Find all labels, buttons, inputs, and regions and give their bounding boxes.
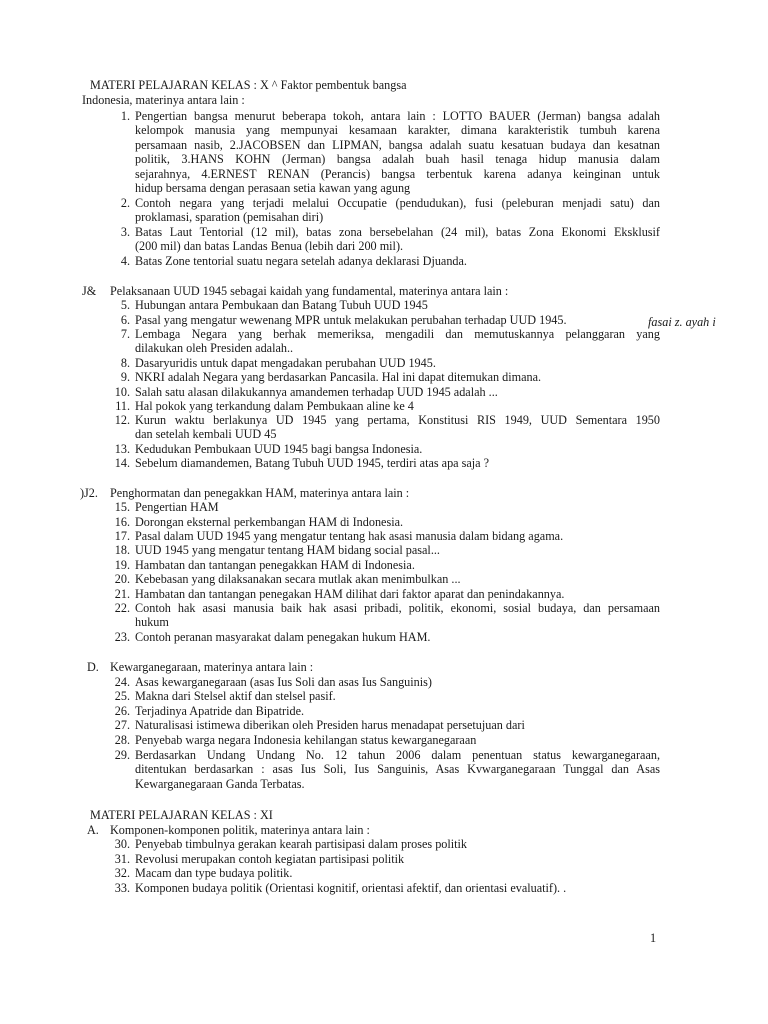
list-item-line: Komponen budaya politik (Orientasi kognitif, orientasi afektif, dan orientasi evaluatif). . xyxy=(135,881,567,895)
list-item-text xyxy=(135,385,660,399)
list-item-number: 24. xyxy=(114,675,130,689)
list-item-number: 8. xyxy=(120,356,130,370)
section-c-label: )J2. xyxy=(80,486,98,500)
heading-class-x: MATERI PELAJARAN KELAS : X ^ Faktor pembentuk bangsa xyxy=(90,78,407,92)
list-item-line: Dorongan eksternal perkembangan HAM di Indonesia. xyxy=(135,515,404,529)
list-item-text xyxy=(135,313,618,327)
list-item-line: ditentukan berdasarkan : asas Ius Soli, Ius Sanguinis, Asas Kvwarganegaraan Tunggal dan Asas xyxy=(135,762,660,777)
list-item-number: 29. xyxy=(114,748,130,762)
list-item-line: Kebebasan yang dilaksanakan secara mutlak akan menimbulkan ... xyxy=(135,572,461,586)
list-item-number: 17. xyxy=(114,529,130,543)
section-b-title: Pelaksanaan UUD 1945 sebagai kaidah yang fundamental, materinya antara lain : xyxy=(110,284,509,298)
list-item-text xyxy=(135,413,660,442)
list-item-text xyxy=(135,572,660,586)
list-item-line: Batas Laut Tentorial (12 mil), batas zona bersebelahan (24 mil), batas Zona Ekonomi Eksklusif xyxy=(135,225,660,239)
list-item-line: Macam dan type budaya politik. xyxy=(135,866,293,880)
list-item-number: 19. xyxy=(114,558,130,572)
list-item-text xyxy=(135,225,660,254)
list-item-line: politik, 3.HANS KOHN (Jerman) bangsa adalah buah hasil tenaga hidup manusia dalam xyxy=(135,152,660,167)
list-item-line: Penyebab warga negara Indonesia kehilangan status kewarganegaraan xyxy=(135,733,477,747)
list-item-line: Revolusi merupakan contoh kegiatan partisipasi politik xyxy=(135,852,405,866)
list-item-line: Batas Zone tentorial suatu negara setelah adanya deklarasi Djuanda. xyxy=(135,254,467,268)
list-item-number: 11. xyxy=(115,399,130,413)
list-item-number: 18. xyxy=(114,543,130,557)
list-item-text xyxy=(135,587,660,601)
list-item-text xyxy=(135,748,660,791)
list-item-text xyxy=(135,837,660,851)
list-item-number: 10. xyxy=(114,385,130,399)
list-item-number: 27. xyxy=(114,718,130,732)
list-item-text xyxy=(135,704,660,718)
list-item-line: hidup bersama dengan perasaan setia kawan yang agung xyxy=(135,181,411,196)
section-b-label: J& xyxy=(82,284,97,298)
list-item-text xyxy=(135,601,660,630)
list-item-text xyxy=(135,356,660,370)
list-item-number: 4. xyxy=(120,254,130,268)
list-item-line: Pengertian HAM xyxy=(135,500,219,514)
list-item-number: 21. xyxy=(114,587,130,601)
list-item-text xyxy=(135,456,660,470)
list-item-line: Berdasarkan Undang Undang No. 12 tahun 2006 dalam penentuan status kewarganegaraan, xyxy=(135,748,660,762)
list-item-number: 1. xyxy=(120,109,130,123)
list-item-line: dan setelah kembali UUD 45 xyxy=(135,427,277,442)
list-item-text xyxy=(135,370,660,384)
list-item-line: Pasal yang mengatur wewenang MPR untuk melakukan perubahan terhadap UUD 1945. xyxy=(135,313,567,327)
list-item-text xyxy=(135,733,660,747)
section-d-title: Kewarganegaraan, materinya antara lain : xyxy=(110,660,314,674)
list-item-line: Kedudukan Pembukaan UUD 1945 bagi bangsa Indonesia. xyxy=(135,442,423,456)
list-item-number: 16. xyxy=(114,515,130,529)
list-item-number: 33. xyxy=(114,881,130,895)
list-item-text xyxy=(135,866,660,880)
list-item-line: Kurun waktu berlakunya UD 1945 yang pertama, Konstitusi RIS 1949, UUD Sementara 1950 xyxy=(135,413,660,427)
list-item-number: 2. xyxy=(120,196,130,210)
list-item-number: 12. xyxy=(114,413,130,427)
list-item-number: 25. xyxy=(114,689,130,703)
list-item-number: 13. xyxy=(114,442,130,456)
list-item-text xyxy=(135,529,660,543)
list-item-text xyxy=(135,254,660,268)
list-item-number: 20. xyxy=(114,572,130,586)
list-item-number: 9. xyxy=(120,370,130,384)
heading-class-x-continued: Indonesia, materinya antara lain : xyxy=(82,93,245,107)
list-item-line: Contoh negara yang terjadi melalui Occupatie (pendudukan), fusi (peleburan menjadi satu) dan xyxy=(135,196,660,210)
list-item-line: Penyebab timbulnya gerakan kearah partisipasi dalam proses politik xyxy=(135,837,468,851)
list-item-number: 31. xyxy=(114,852,130,866)
section-e-label: A. xyxy=(87,823,99,837)
list-item-line: Pasal dalam UUD 1945 yang mengatur tentang hak asasi manusia dalam bidang agama. xyxy=(135,529,564,543)
list-item-number: 28. xyxy=(114,733,130,747)
list-item-text xyxy=(135,718,660,732)
list-item-text xyxy=(135,298,660,312)
list-item-line: Contoh peranan masyarakat dalam penegakan hukum HAM. xyxy=(135,630,431,644)
list-item-text xyxy=(135,327,660,356)
section-e-title: Komponen-komponen politik, materinya antara lain : xyxy=(110,823,370,837)
list-item-number: 7. xyxy=(120,327,130,341)
list-item-number: 22. xyxy=(114,601,130,615)
list-item-text xyxy=(135,543,660,557)
list-item-line: Makna dari Stelsel aktif dan stelsel pasif. xyxy=(135,689,336,703)
list-item-line: Dasaryuridis untuk dapat mengadakan perubahan UUD 1945. xyxy=(135,356,436,370)
list-item-number: 15. xyxy=(114,500,130,514)
list-item-line: Salah satu alasan dilakukannya amandemen terhadap UUD 1945 adalah ... xyxy=(135,385,498,399)
list-item-text xyxy=(135,881,660,895)
list-item-number: 30. xyxy=(114,837,130,851)
list-item-text xyxy=(135,558,660,572)
list-item-text xyxy=(135,515,660,529)
list-item-line: Lembaga Negara yang berhak memeriksa, mengadili dan memutuskannya pelanggaran yang xyxy=(135,327,660,341)
heading-class-xi: MATERI PELAJARAN KELAS : XI xyxy=(90,808,273,822)
list-item-line: Pengertian bangsa menurut beberapa tokoh, antara lain : LOTTO BAUER (Jerman) bangsa adalah xyxy=(135,109,660,123)
handwritten-annotation: fasai z. ayah i xyxy=(648,315,716,329)
list-item-line: persamaan nasib, 2.JACOBSEN dan LIPMAN, bangsa adalah suatu kesatuan budaya dan kesatnan xyxy=(135,137,660,152)
list-item-line: Kewarganegaraan Ganda Terbatas. xyxy=(135,776,305,791)
list-item-line: Terjadinya Apatride dan Bipatride. xyxy=(135,704,305,718)
list-item-number: 32. xyxy=(114,866,130,880)
list-item-line: Hubungan antara Pembukaan dan Batang Tubuh UUD 1945 xyxy=(135,298,428,312)
list-item-number: 14. xyxy=(114,456,130,470)
list-item-number: 5. xyxy=(120,298,130,312)
list-item-line: kelompok manusia yang mempunyai kesamaan karakter, dimana karakteristik tumbuh karena xyxy=(135,123,660,138)
list-item-line: Hambatan dan tantangan penegakkan HAM di Indonesia. xyxy=(135,558,415,572)
list-item-line: Contoh hak asasi manusia baik hak asasi pribadi, politik, ekonomi, sosial budaya, dan persamaan xyxy=(135,601,660,615)
list-item-text xyxy=(135,442,660,456)
list-item-text xyxy=(135,689,660,703)
list-item-number: 23. xyxy=(114,630,130,644)
list-item-text xyxy=(135,399,660,413)
list-item-number: 6. xyxy=(120,313,130,327)
list-item-line: Hambatan dan tantangan penegakan HAM dilihat dari faktor aparat dan penindakannya. xyxy=(135,587,565,601)
list-item-line: (200 mil) dan batas Landas Benua (lebih dari 200 mil). xyxy=(135,239,404,254)
list-item-text xyxy=(135,109,660,195)
list-item-text xyxy=(135,196,660,225)
list-item-line: UUD 1945 yang mengatur tentang HAM bidang social pasal... xyxy=(135,543,440,557)
list-item-line: Sebelum diamandemen, Batang Tubuh UUD 1945, terdiri atas apa saja ? xyxy=(135,456,490,470)
list-item-line: Asas kewarganegaraan (asas Ius Soli dan asas Ius Sanguinis) xyxy=(135,675,432,689)
list-item-line: Naturalisasi istimewa diberikan oleh Presiden harus menadapat persetujuan dari xyxy=(135,718,525,732)
list-item-text xyxy=(135,500,660,514)
list-item-text xyxy=(135,675,660,689)
list-item-line: Hal pokok yang terkandung dalam Pembukaan aline ke 4 xyxy=(135,399,414,413)
list-item-text xyxy=(135,630,660,644)
list-item-line: dilakukan oleh Presiden adalah.. xyxy=(135,341,294,356)
section-c-title: Penghormatan dan penegakkan HAM, materinya antara lain : xyxy=(110,486,410,500)
list-item-line: proklamasi, sparation (pemisahan diri) xyxy=(135,210,324,225)
page-number: 1 xyxy=(650,931,657,945)
list-item-line: NKRI adalah Negara yang berdasarkan Pancasila. Hal ini dapat ditemukan dimana. xyxy=(135,370,542,384)
list-item-line: hukum xyxy=(135,615,169,630)
list-item-number: 3. xyxy=(120,225,130,239)
list-item-text xyxy=(135,852,660,866)
list-item-number: 26. xyxy=(114,704,130,718)
list-item-line: sejarahnya, 4.ERNEST RENAN (Perancis) bangsa terbentuk karena adanya keinginan untuk xyxy=(135,166,660,181)
section-d-label: D. xyxy=(87,660,99,674)
